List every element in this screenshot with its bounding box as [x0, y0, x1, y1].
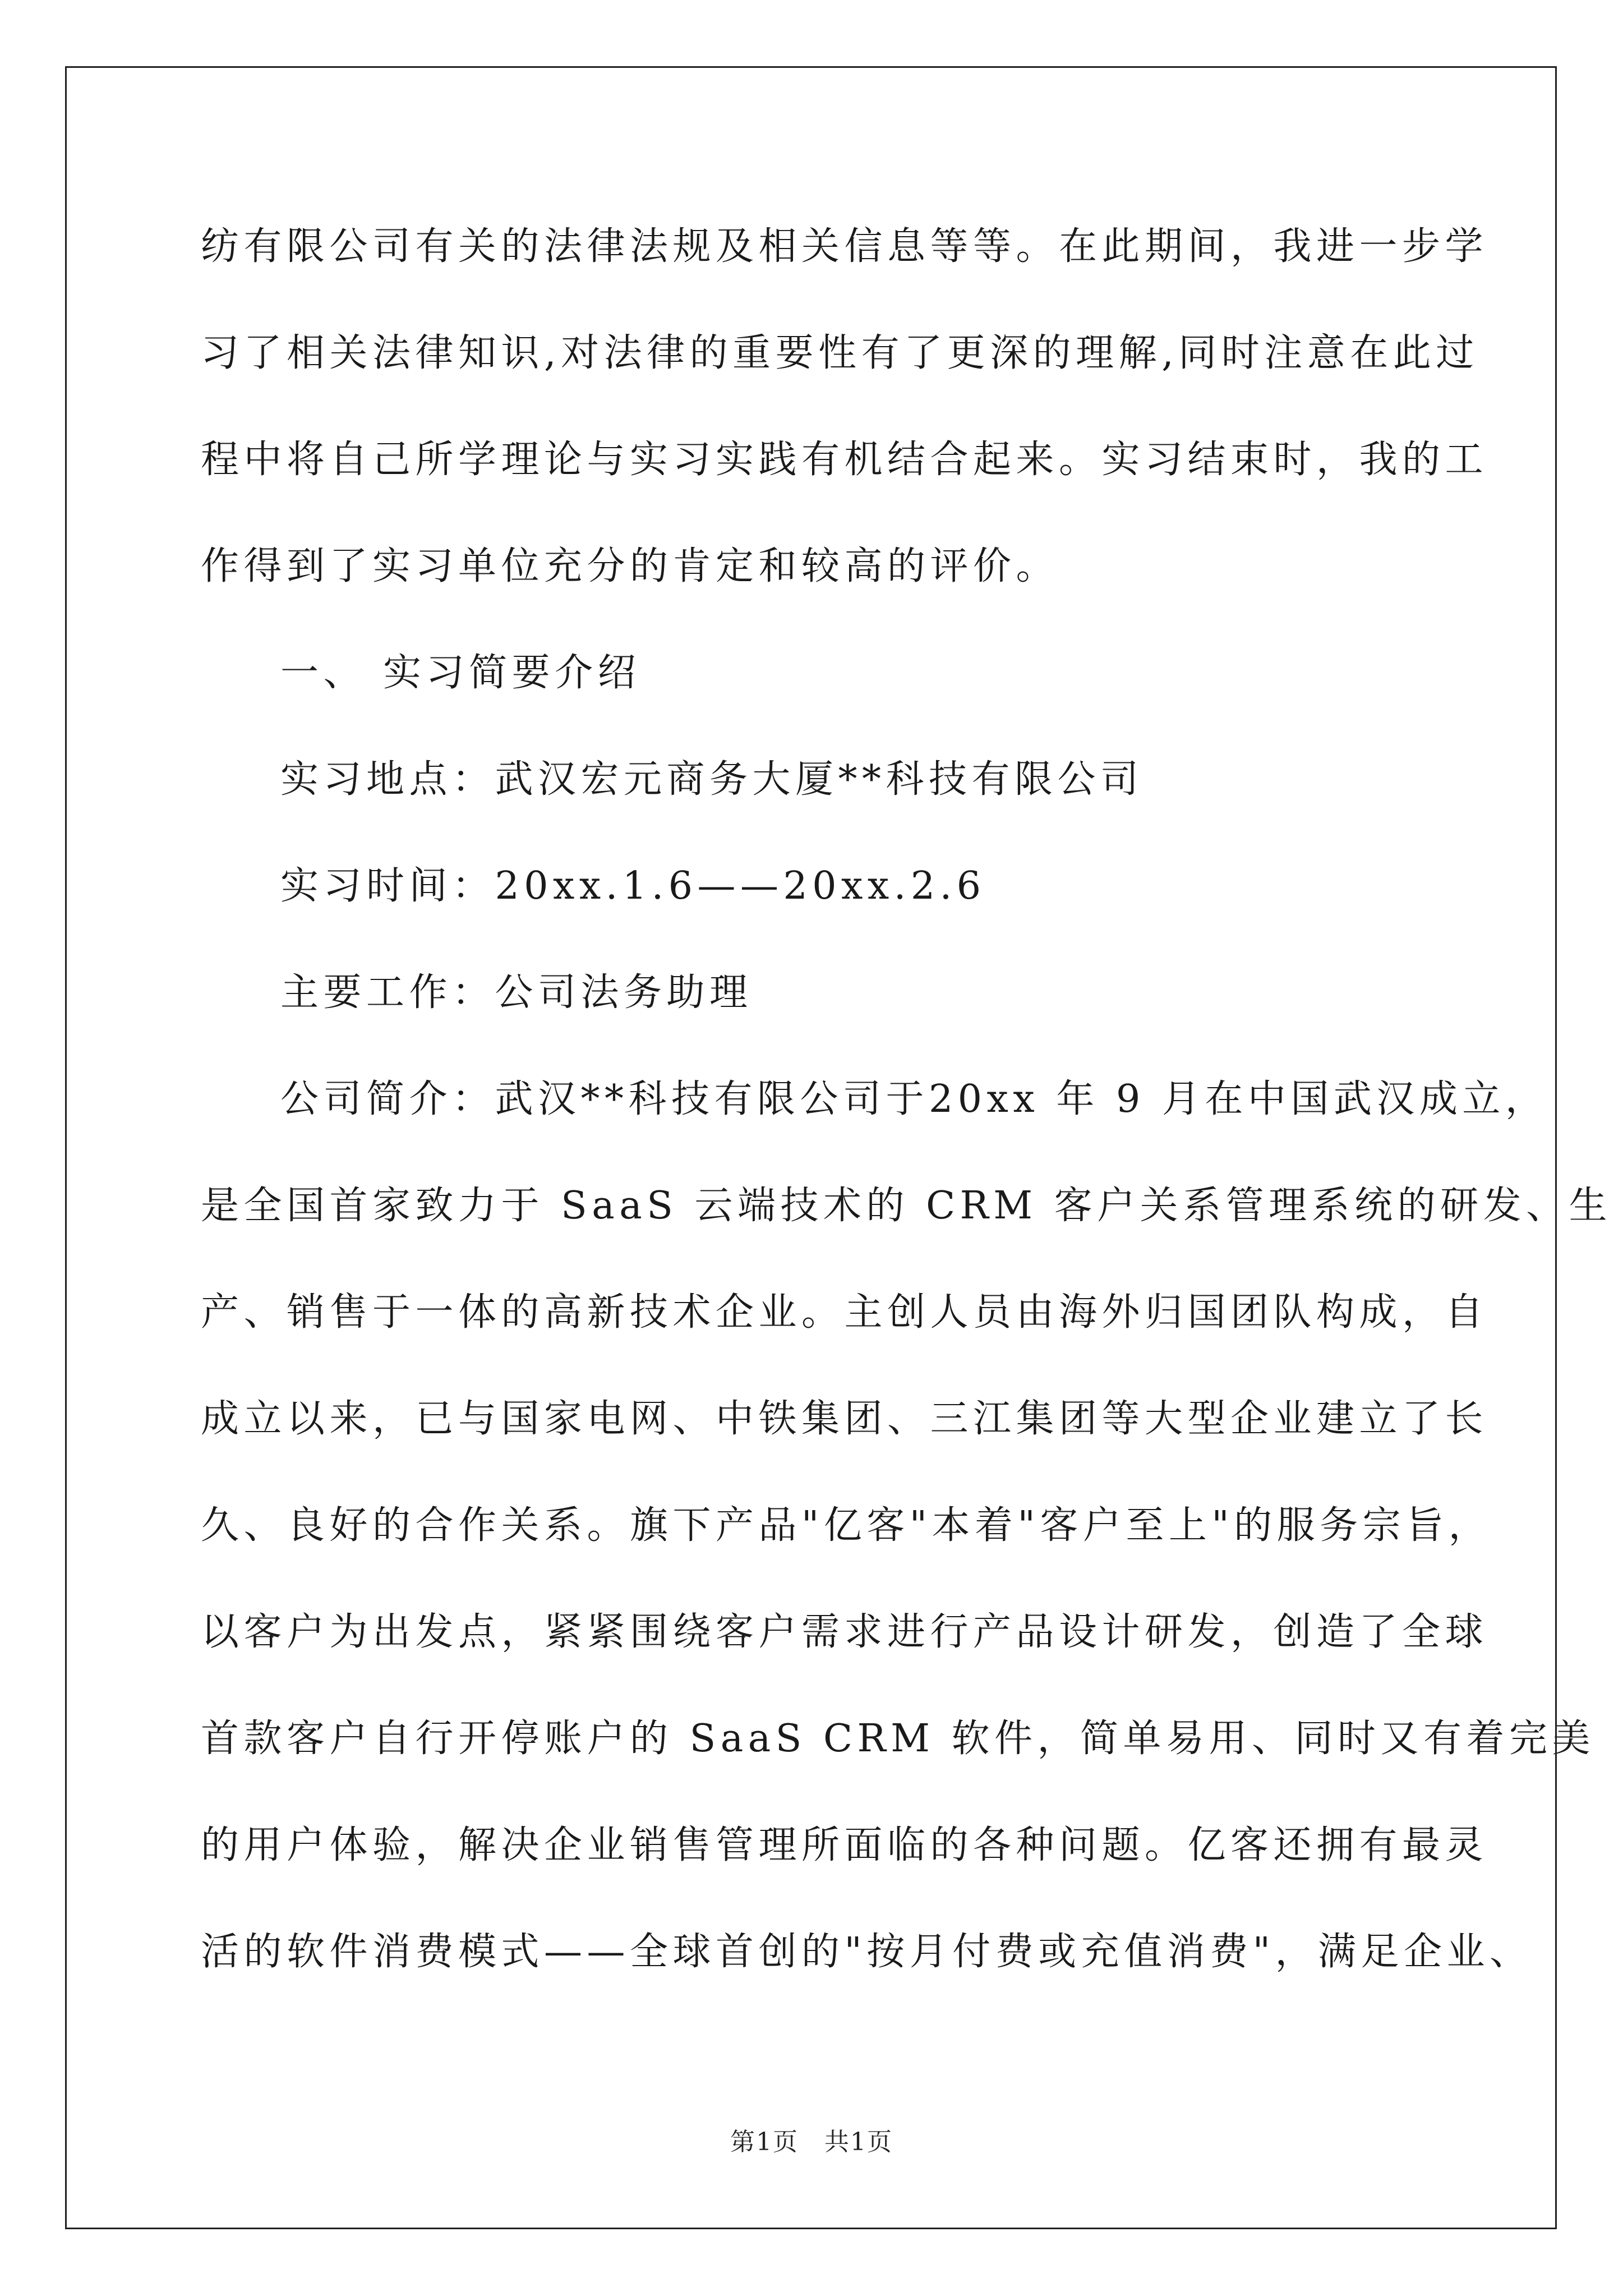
paragraph-line: 成立以来，已与国家电网、中铁集团、三江集团等大型企业建立了长 — [201, 1397, 1488, 1441]
company-intro-line: 公司简介：武汉**科技有限公司于20xx 年 9 月在中国武汉成立， — [280, 1077, 1548, 1121]
paragraph-line: 纺有限公司有关的法律法规及相关信息等等。在此期间，我进一步学 — [201, 224, 1488, 269]
paragraph-line: 以客户为出发点，紧紧围绕客户需求进行产品设计研发，创造了全球 — [201, 1610, 1488, 1654]
document-body — [201, 213, 1612, 2025]
paragraph-line: 的用户体验，解决企业销售管理所面临的各种问题。亿客还拥有最灵 — [201, 1823, 1488, 1867]
paragraph-line: 是全国首家致力于 SaaS 云端技术的 CRM 客户关系管理系统的研发、生 — [201, 1184, 1612, 1228]
internship-time: 实习时间：20xx.1.6——20xx.2.6 — [280, 864, 986, 908]
paragraph-line: 作得到了实习单位充分的肯定和较高的评价。 — [201, 544, 1059, 588]
paragraph-line: 久、良好的合作关系。旗下产品"亿客"本着"客户至上"的服务宗旨， — [201, 1503, 1492, 1548]
internship-location: 实习地点：武汉宏元商务大厦**科技有限公司 — [280, 757, 1144, 802]
main-work: 主要工作：公司法务助理 — [280, 970, 753, 1015]
paragraph-line: 程中将自己所学理论与实习实践有机结合起来。实习结束时，我的工 — [201, 438, 1488, 482]
paragraph-line: 产、销售于一体的高新技术企业。主创人员由海外归国团队构成，自 — [201, 1290, 1488, 1335]
paragraph-line: 活的软件消费模式——全球首创的"按月付费或充值消费"，满足企业、 — [201, 1930, 1533, 1974]
paragraph-line: 首款客户自行开停账户的 SaaS CRM 软件，简单易用、同时又有着完美 — [201, 1717, 1595, 1761]
page-number-footer: 第1页 共1页 — [730, 2128, 893, 2156]
section-heading: 一、 实习简要介绍 — [280, 651, 641, 695]
paragraph-line: 习了相关法律知识,对法律的重要性有了更深的理解,同时注意在此过 — [201, 331, 1479, 375]
